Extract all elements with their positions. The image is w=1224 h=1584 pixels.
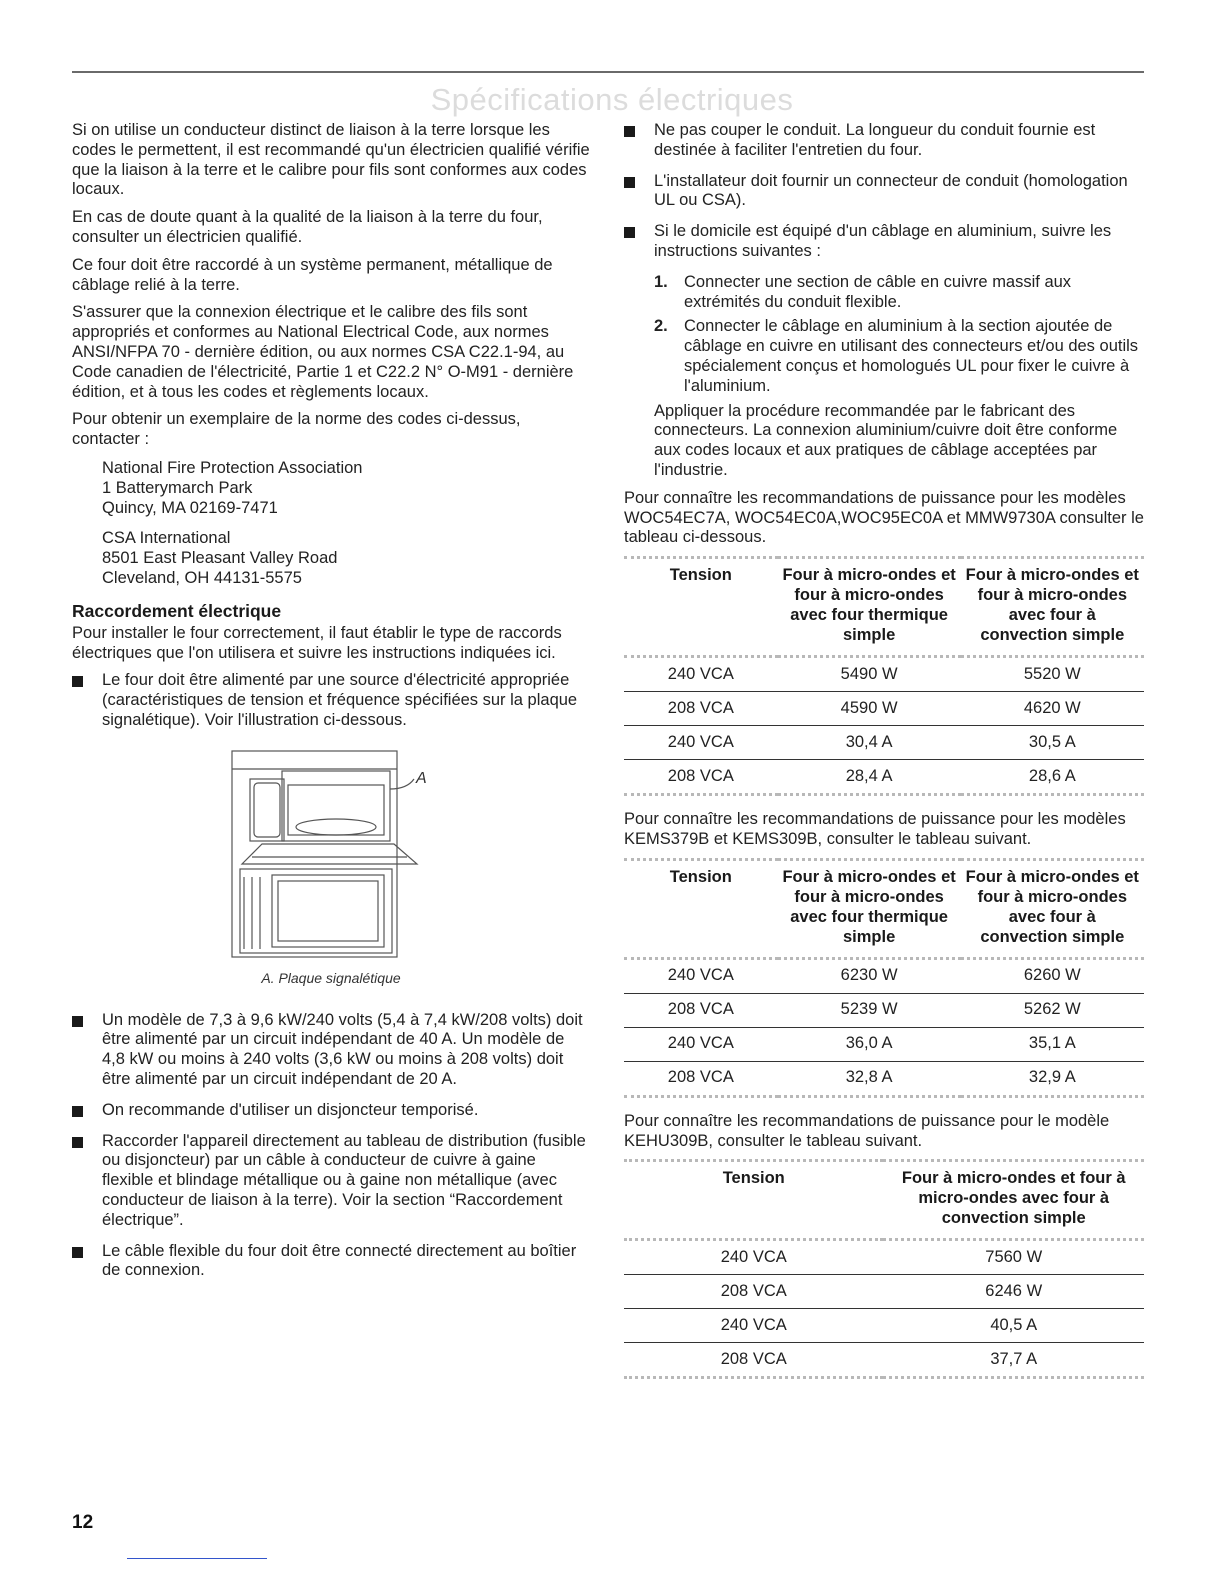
cell: 30,4 A: [778, 726, 961, 760]
square-bullet-icon: [624, 227, 635, 238]
cell: 5490 W: [778, 657, 961, 692]
cell: 36,0 A: [778, 1027, 961, 1061]
square-bullet-icon: [624, 177, 635, 188]
power-table-3: [624, 1159, 1144, 1379]
bullet-text: L'installateur doit fournir un connecteur de conduit (homologation UL ou CSA).: [654, 171, 1128, 210]
footer-rule: [127, 1558, 267, 1559]
cell: 28,6 A: [961, 760, 1144, 795]
list-item: [72, 1101, 590, 1121]
section-heading: Raccordement électrique: [72, 600, 282, 621]
column-header: Tension: [722, 1169, 785, 1188]
numbered-step: [654, 317, 1144, 396]
right-column: [624, 121, 1144, 1393]
paragraph: En cas de doute quant à la qualité de la liaison à la terre du four, consulter un électricien qualifié.: [72, 208, 543, 246]
square-bullet-icon: [72, 1247, 83, 1258]
table-row: [624, 958, 1144, 993]
address-line: Quincy, MA 02169-7471: [102, 498, 278, 517]
cell: 40,5 A: [883, 1309, 1144, 1343]
paragraph: Si on utilise un conducteur distinct de liaison à la terre lorsque les codes le permettent, il est recommandé qu'un électricien qualifié vérifie que la liaison à la terre et le calibre pour fils sont conformes aux codes locaux.: [72, 121, 590, 199]
address-line: 1 Batterymarch Park: [102, 478, 253, 497]
table-row: [624, 692, 1144, 726]
bullet-text: On recommande d'utiliser un disjoncteur temporisé.: [102, 1100, 479, 1119]
cell: 5239 W: [778, 993, 961, 1027]
paragraph: Pour installer le four correctement, il faut établir le type de raccords électriques que l'on utilisera et suivre les instructions indiquées ici.: [72, 623, 562, 662]
cell: 5262 W: [961, 993, 1144, 1027]
column-header: Four à micro-ondes et four à micro-ondes avec four à convection simple: [901, 1169, 1126, 1228]
cell: 6260 W: [961, 958, 1144, 993]
cell: 6230 W: [778, 958, 961, 993]
paragraph: Ce four doit être raccordé à un système permanent, métallique de câblage relié à la terre.: [72, 255, 553, 294]
cell: 208 VCA: [624, 1061, 778, 1096]
table-row: [624, 760, 1144, 795]
cell: 240 VCA: [624, 1027, 778, 1061]
table-row: [624, 1343, 1144, 1378]
cell: 5520 W: [961, 657, 1144, 692]
square-bullet-icon: [72, 1016, 83, 1027]
page-title: Spécifications électriques: [430, 82, 794, 117]
bullet-text: Le four doit être alimenté par une source d'électricité appropriée (caractéristiques de tension et fréquence spécifiées sur la plaque signalétique). Voir l'illustration ci-dessous.: [102, 671, 578, 729]
numbered-step: [654, 273, 1144, 313]
address-line: Cleveland, OH 44131-5575: [102, 568, 302, 587]
table-intro: Pour connaître les recommandations de puissance pour le modèle KEHU309B, consulter le tableau suivant.: [624, 1111, 1110, 1150]
address-nfpa: [102, 458, 590, 518]
bullet-text: Si le domicile est équipé d'un câblage en aluminium, suivre les instructions suivantes :: [654, 222, 1112, 260]
column-header: Tension: [669, 566, 732, 585]
step-text: Connecter le câblage en aluminium à la section ajoutée de câblage en cuivre en utilisant des connecteurs et/ou des outils spécialement conçus et homologués UL pour fixer le cuivre à l'aluminium.: [684, 317, 1139, 395]
column-header: Tension: [669, 867, 732, 886]
step-number: 2.: [654, 317, 668, 336]
cell: 7560 W: [883, 1240, 1144, 1275]
bullet-text: Le câble flexible du four doit être connecté directement au boîtier de connexion.: [102, 1241, 577, 1280]
paragraph: Appliquer la procédure recommandée par le fabricant des connecteurs. La connexion aluminium/cuivre doit être conforme aux codes locaux et aux pratiques de câblage acceptées par l'industrie.: [654, 401, 1118, 479]
cell: 208 VCA: [624, 993, 778, 1027]
list-item: [624, 222, 1144, 262]
oven-illustration: [222, 749, 452, 963]
square-bullet-icon: [72, 676, 83, 687]
table-intro: Pour connaître les recommandations de puissance pour les modèles WOC54EC7A, WOC54EC0A,WOC95EC0A et MMW9730A consulter le tableau ci-dessous.: [624, 488, 1144, 547]
list-item: [72, 1011, 590, 1090]
table-row: [624, 657, 1144, 692]
table-row: [624, 1275, 1144, 1309]
square-bullet-icon: [72, 1137, 83, 1148]
figure-caption: A. Plaque signalétique: [261, 969, 401, 986]
column-header: Four à micro-ondes et four à micro-ondes avec four à convection simple: [965, 566, 1139, 645]
cell: 28,4 A: [778, 760, 961, 795]
cell: 37,7 A: [883, 1343, 1144, 1378]
paragraph: S'assurer que la connexion électrique et le calibre des fils sont appropriés et conformes au National Electrical Code, aux normes ANSI/NFPA 70 - dernière édition, ou aux normes CSA C22.1-94, au Code canadien de l'électricité, Partie 1 et C22.2 N° O-M91 - dernière édition, et à tous les codes et règlements locaux.: [72, 303, 574, 401]
page-number: 12: [72, 1512, 94, 1533]
cell: 208 VCA: [624, 760, 778, 795]
cell: 35,1 A: [961, 1027, 1144, 1061]
wall-oven-icon: [222, 749, 452, 963]
square-bullet-icon: [624, 126, 635, 137]
figure-label: A: [416, 769, 427, 787]
table-row: [624, 1309, 1144, 1343]
cell: 32,9 A: [961, 1061, 1144, 1096]
table-row: [624, 726, 1144, 760]
cell: 240 VCA: [624, 657, 778, 692]
table-row: [624, 1240, 1144, 1275]
list-item: [72, 1242, 590, 1282]
cell: 240 VCA: [624, 958, 778, 993]
column-header: Four à micro-ondes et four à micro-ondes avec four thermique simple: [782, 566, 956, 645]
cell: 240 VCA: [624, 1240, 883, 1275]
bullet-text: Un modèle de 7,3 à 9,6 kW/240 volts (5,4 à 7,4 kW/208 volts) doit être alimenté par un circuit indépendant de 40 A. Un modèle de 4,8 kW ou moins à 240 volts (3,6 kW ou moins à 208 volts) doit être alimenté par un circuit indépendant de 20 A.: [102, 1010, 583, 1088]
power-table-2: [624, 858, 1144, 1098]
cell: 6246 W: [883, 1275, 1144, 1309]
list-item: [72, 671, 590, 730]
address-line: National Fire Protection Association: [102, 458, 363, 477]
cell: 4590 W: [778, 692, 961, 726]
table-row: [624, 993, 1144, 1027]
bullet-text: Ne pas couper le conduit. La longueur du conduit fournie est destinée à faciliter l'entretien du four.: [654, 121, 1096, 159]
cell: 208 VCA: [624, 692, 778, 726]
table-row: [624, 1027, 1144, 1061]
left-column: [72, 121, 590, 1292]
step-number: 1.: [654, 272, 668, 291]
cell: 208 VCA: [624, 1343, 883, 1378]
address-csa: [102, 528, 590, 588]
cell: 240 VCA: [624, 726, 778, 760]
cell: 4620 W: [961, 692, 1144, 726]
table-row: [624, 1061, 1144, 1096]
square-bullet-icon: [72, 1106, 83, 1117]
power-table-1: [624, 556, 1144, 796]
cell: 208 VCA: [624, 1275, 883, 1309]
cell: 30,5 A: [961, 726, 1144, 760]
list-item: [72, 1132, 590, 1231]
column-header: Four à micro-ondes et four à micro-ondes avec four thermique simple: [782, 867, 956, 946]
cell: 240 VCA: [624, 1309, 883, 1343]
top-rule: [72, 71, 1144, 73]
address-line: 8501 East Pleasant Valley Road: [102, 548, 338, 567]
paragraph: Pour obtenir un exemplaire de la norme des codes ci-dessus, contacter :: [72, 410, 521, 449]
cell: 32,8 A: [778, 1061, 961, 1096]
column-header: Four à micro-ondes et four à micro-ondes avec four à convection simple: [965, 867, 1139, 946]
table-intro: Pour connaître les recommandations de puissance pour les modèles KEMS379B et KEMS309B, consulter le tableau suivant.: [624, 810, 1126, 848]
list-item: [624, 121, 1144, 161]
address-line: CSA International: [102, 528, 231, 547]
bullet-text: Raccorder l'appareil directement au tableau de distribution (fusible ou disjoncteur) par un câble à conducteur de cuivre à gaine flexible et blindage métallique ou à gaine non métallique (avec conducteur de liaison à la terre). Voir la section “Raccordement électrique”.: [102, 1131, 586, 1229]
list-item: [624, 172, 1144, 212]
step-text: Connecter une section de câble en cuivre massif aux extrémités du conduit flexible.: [684, 272, 1072, 311]
